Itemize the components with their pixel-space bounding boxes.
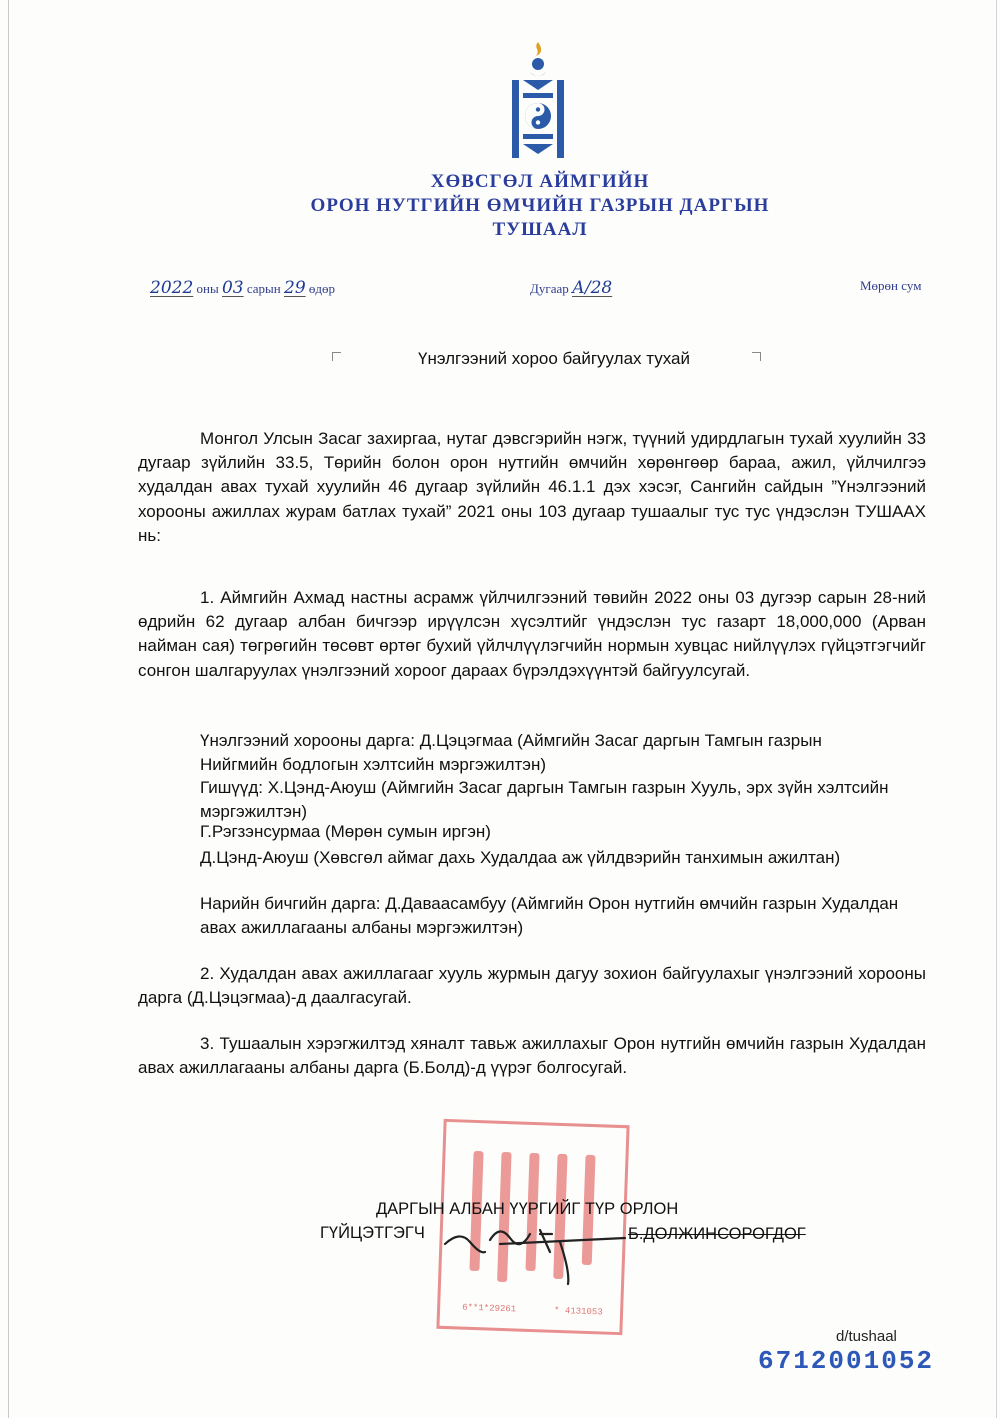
date-month: 03 <box>221 278 244 298</box>
item-3-paragraph: 3. Тушаалын хэрэгжилтэд хяналт тавьж ажиллахыг Орон нутгийн өмчийн газрын Худалдан авах ажиллагааны албаны дарга (Б.Болд)-д үүрэг болгосугай. <box>138 1034 926 1078</box>
signatory-title-line1: ДАРГЫН АЛБАН ҮҮРГИЙГ ТҮР ОРЛОН <box>376 1200 679 1218</box>
date-day-label: өдөр <box>308 281 336 296</box>
committee-chair: Үнэлгээний хорооны дарга: Д.Цэцэгмаа (Аймгийн Засаг даргын Тамгын газрын Нийгмийн бодлогын хэлтсийн мэргэжилтэн) <box>200 731 822 774</box>
stamp-number-right: * 4131053 <box>553 1305 603 1318</box>
item-2-paragraph: 2. Худалдан авах ажиллагааг хууль журмын дагуу зохион байгуулахыг үнэлгээний хорооны дарга (Д.Цэцэгмаа)-д даалгасугай. <box>138 964 926 1008</box>
committee-member-3: Д.Цэнд-Аюуш (Хөвсгөл аймаг дахь Худалдаа аж үйлдвэрийн танхимын ажилтан) <box>200 848 841 867</box>
committee-secretary: Нарийн бичгийн дарга: Д.Даваасамбуу (Аймгийн Орон нутгийн өмчийн газрын Худалдан авах ажиллагааны албаны мэргэжилтэн) <box>200 894 899 937</box>
document-title: Үнэлгээний хороо байгуулах тухай <box>417 349 691 368</box>
intro-paragraph: Монгол Улсын Засаг захиргаа, нутаг дэвсгэрийн нэгж, түүний удирдлагын тухай хуулийн 33 дугаар зүйлийн 33.5, Төрийн болон орон нутгийн өмчийн хөрөнгөөр бараа, ажил, үйлчилгээ худалдан авах тухай хуулийн 46 дугаар зүйлийн 46.1.1 дэх хэсэг, Сангийн сайдын ”Үнэлгээний хорооны ажиллах журам батлах тухай” 2021 оны 103 дугаар тушаалыг тус тус үндэслэн ТУШААХ нь: <box>138 429 926 545</box>
date-month-label: сарын <box>246 281 281 296</box>
registration-number: 6712001052 <box>758 1346 935 1376</box>
date-year: 2022 <box>150 278 194 298</box>
order-number-field <box>530 278 612 298</box>
header-aimag: ХӨВСГӨЛ АЙМГИЙН <box>430 171 650 192</box>
date-day: 29 <box>284 278 306 298</box>
page-edge-left <box>8 0 9 1418</box>
order-number-label: Дугаар <box>530 281 569 296</box>
date-year-label: оны <box>196 281 219 296</box>
soyombo-emblem-icon <box>508 40 568 160</box>
location: Мөрөн сум <box>860 278 922 293</box>
item-1-paragraph: 1. Аймгийн Ахмад настны асрамж үйлчилгээний төвийн 2022 оны 03 дугээр сарын 28-ний өдрийн 62 дугаар албан бичгээр ирүүлсэн хүсэлтийг үндэслэн тус газарт 18,000,000 (Арван найман сая) төгрөгийн төсөвт өртөг бухий үйлчлүүлэгчийн нормын хувцас нийлүүлэх гүйцэтгэгчийг сонгон шалгаруулах үнэлгээний хороог дараах бүрэлдэхүүнтэй байгуулсугай. <box>138 588 926 680</box>
signatory-name: Б.ДОЛЖИНСОРОГДОГ <box>628 1225 806 1243</box>
committee-member-2: Г.Рэгзэнсурмаа (Мөрөн сумын иргэн) <box>200 822 491 841</box>
date-field <box>150 278 335 298</box>
handwritten-signature-icon <box>440 1212 640 1292</box>
header-doc-type: ТУШААЛ <box>492 219 588 240</box>
committee-member-1: Гишүүд: Х.Цэнд-Аюуш (Аймгийн Засаг даргын Тамгын газрын Хууль, эрх зүйн хэлтсийн мэргэжилтэн) <box>200 778 889 821</box>
document-reference: d/tushaal <box>836 1328 897 1345</box>
header-department: ОРОН НУТГИЙН ӨМЧИЙН ГАЗРЫН ДАРГЫН <box>310 195 770 216</box>
order-number: А/28 <box>572 278 613 298</box>
signatory-title-line2: ГҮЙЦЭТГЭГЧ <box>320 1224 425 1242</box>
stamp-number-left: 6**1*29261 <box>461 1302 517 1315</box>
